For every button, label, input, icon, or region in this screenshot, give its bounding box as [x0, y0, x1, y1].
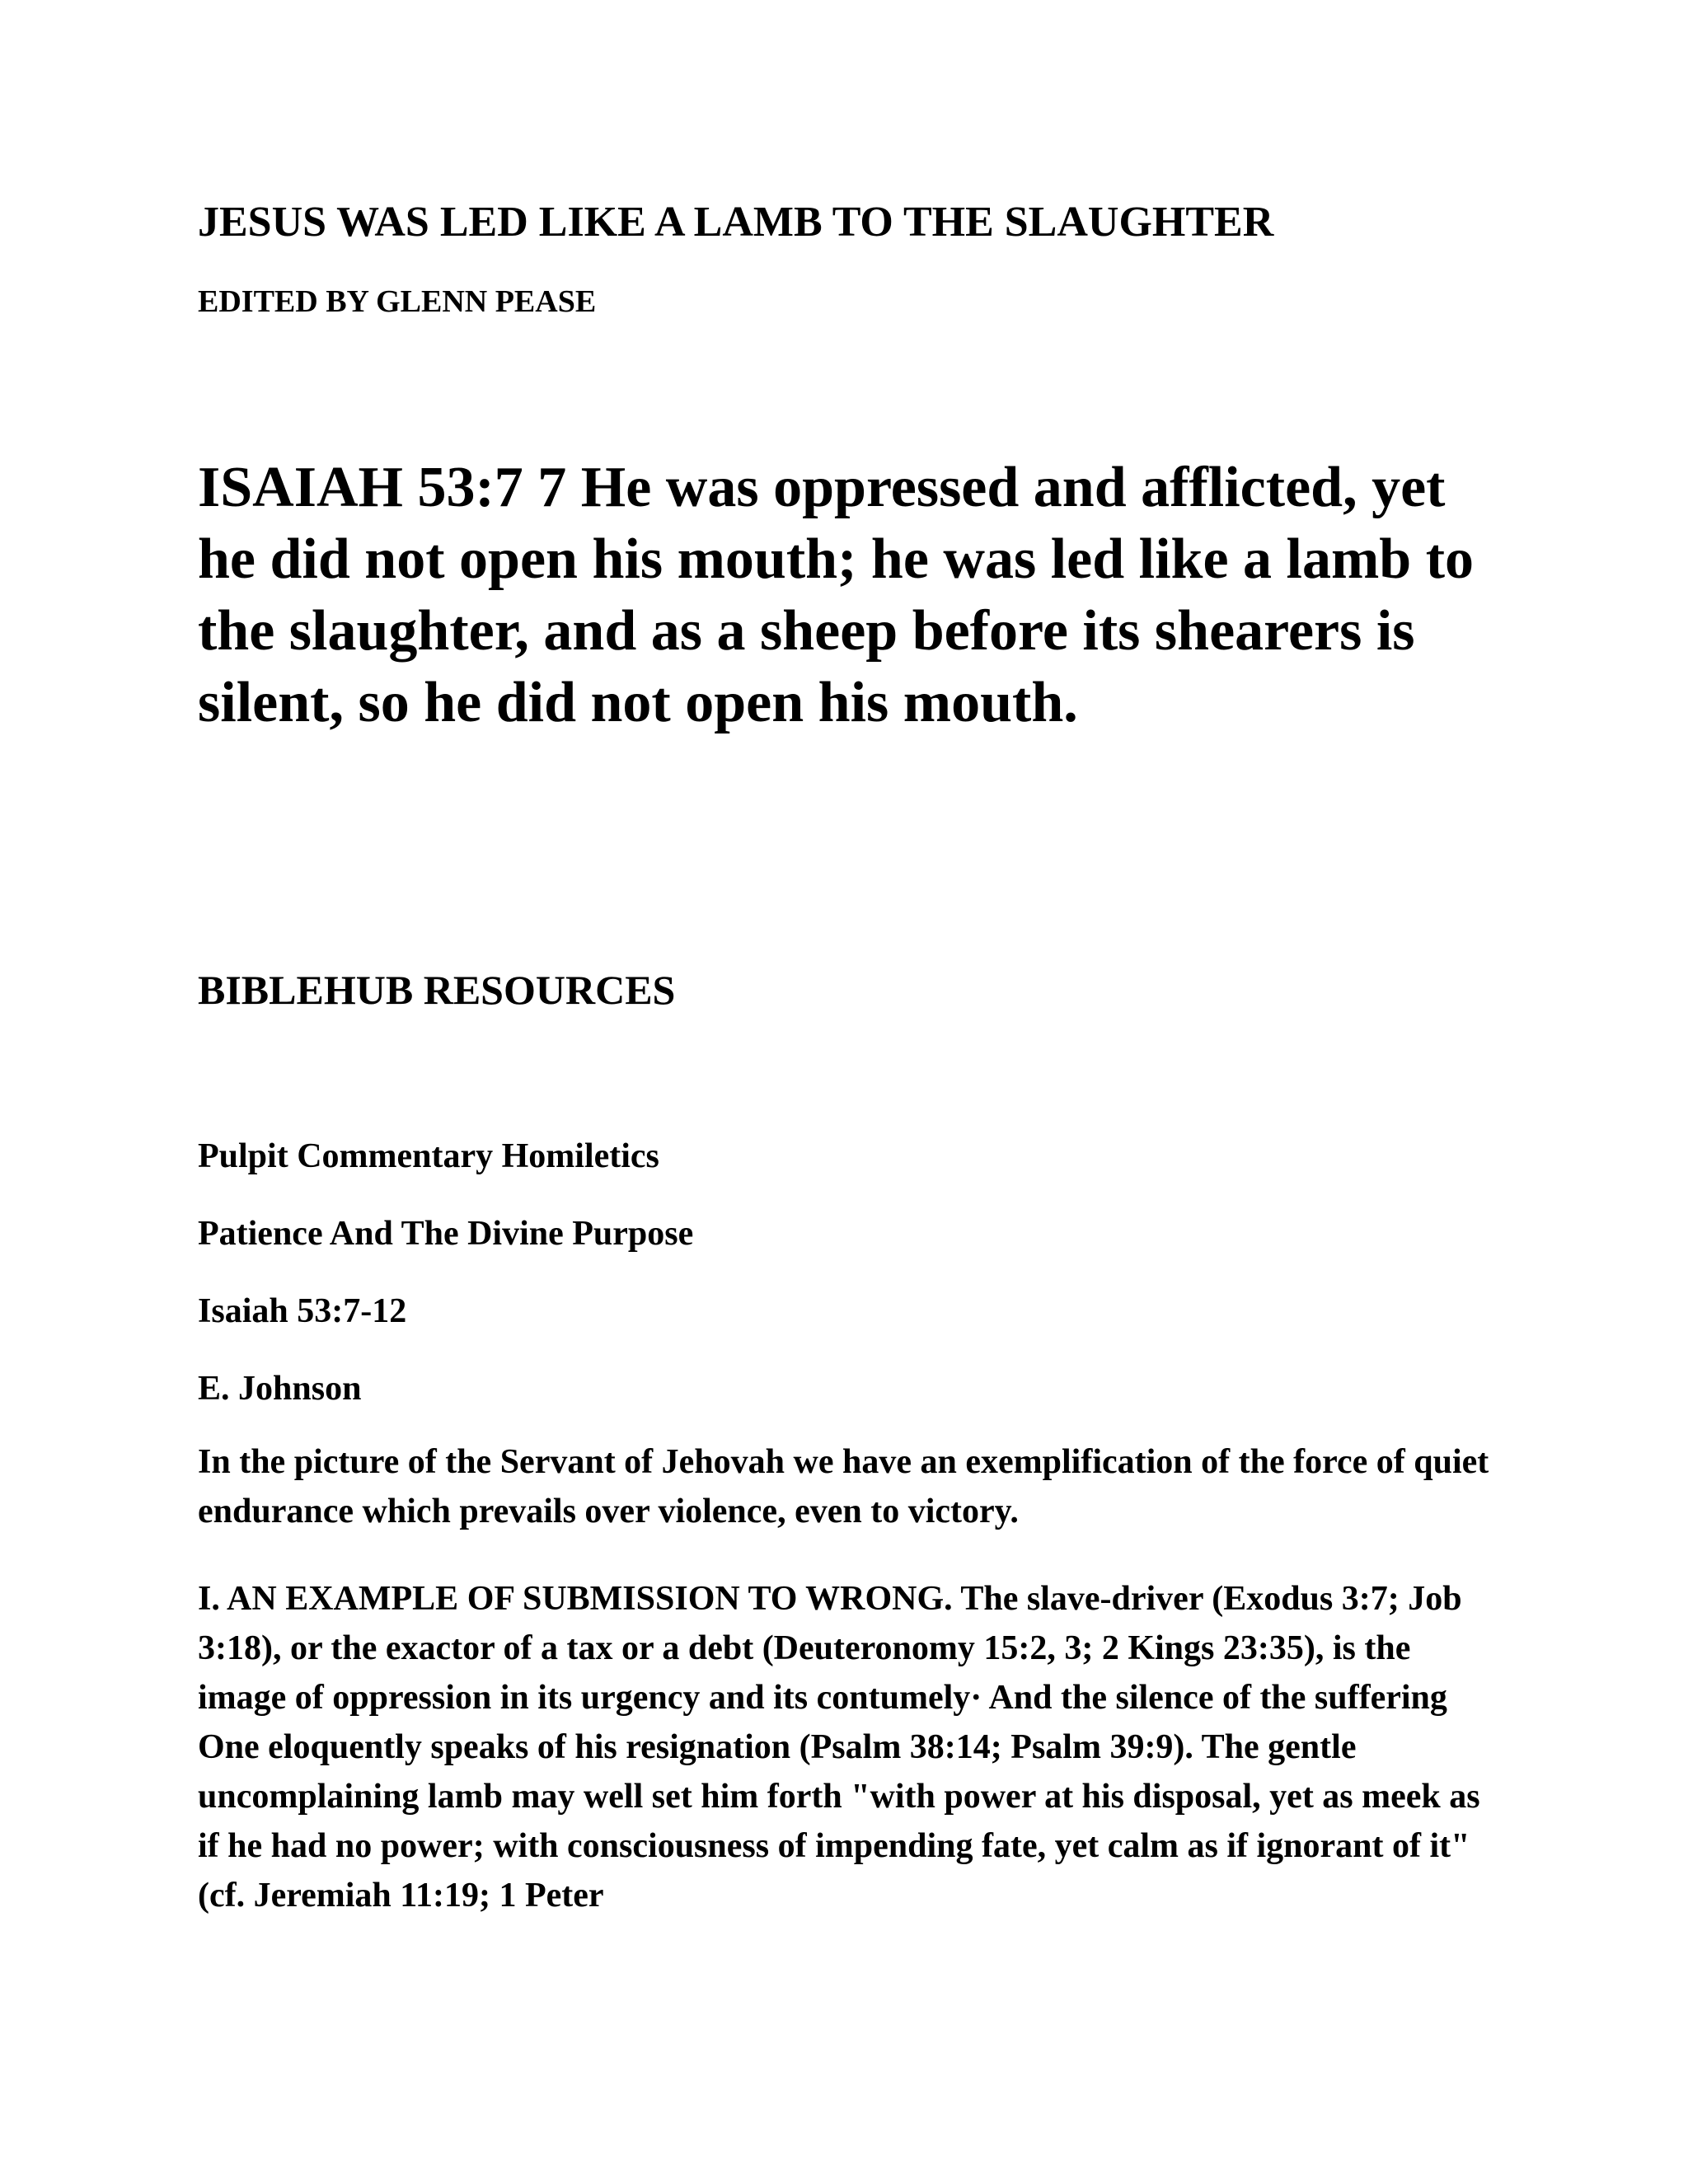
- body-paragraph: In the picture of the Servant of Jehovah we have an exemplification of the force of quiet endurance which prevails over violence, even to victory.: [198, 1443, 1489, 1530]
- body-paragraph: I. AN EXAMPLE OF SUBMISSION TO WRONG. The slave-driver (Exodus 3:7; Job 3:18), or the exactor of a tax or a debt (Deuteronomy 15:2, 3; 2 Kings 23:35), is the image of oppression in its urgency and its contumely· And the silence of the suffering One eloquently speaks of his resignation (Psalm 38:14; Psalm 39:9). The gentle uncomplaining lamb may well set him forth "with power at his disposal, yet as meek as if he had no power; with consciousness of impending fate, yet calm as if ignorant of it" (cf. Jeremiah 11:19; 1 Peter: [198, 1580, 1480, 1915]
- section-heading: BIBLEHUB RESOURCES: [198, 967, 676, 1013]
- scripture-quote: ISAIAH 53:7 7 He was oppressed and afflicted, yet he did not open his mouth; he was led like a lamb to the slaughter, and as a sheep before its shearers is silent, so he did not open his mouth.: [198, 456, 1475, 734]
- homily-title: Patience And The Divine Purpose: [198, 1215, 694, 1253]
- author-name: E. Johnson: [198, 1370, 362, 1408]
- scripture-reference: Isaiah 53:7-12: [198, 1292, 407, 1330]
- document-title: JESUS WAS LED LIKE A LAMB TO THE SLAUGHTER: [198, 199, 1274, 246]
- editor-credit: EDITED BY GLENN PEASE: [198, 284, 597, 319]
- source-name: Pulpit Commentary Homiletics: [198, 1137, 659, 1175]
